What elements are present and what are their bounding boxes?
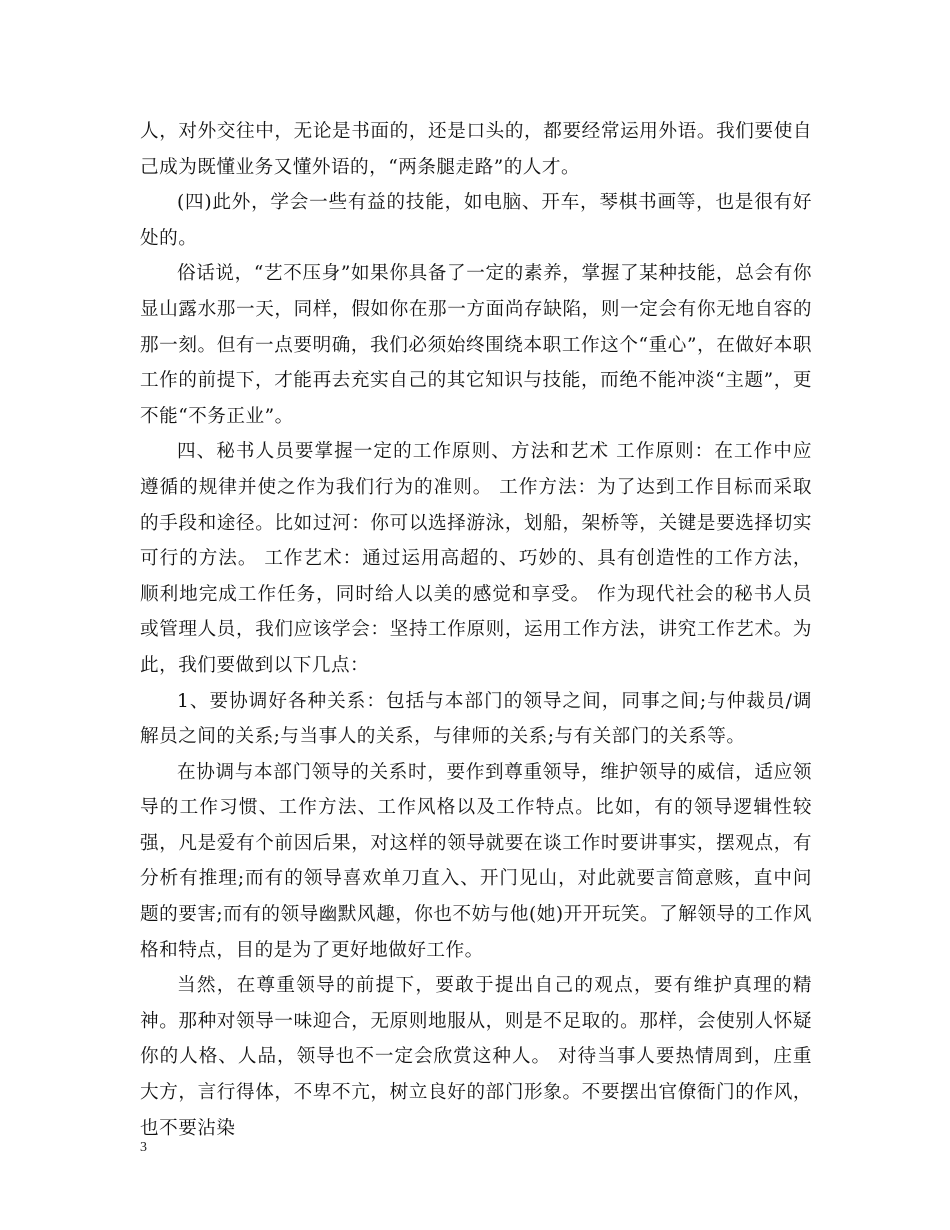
paragraph-leadership: 在协调与本部门领导的关系时，要作到尊重领导，维护领导的威信，适应领导的工作习惯、工作方法、工作风格以及工作特点。比如，有的领导逻辑性较强，凡是爱有个前因后果，对这样的领导就要在谈工作时要讲事实，摆观点，有分析有推理;而有的领导喜欢单刀直入、开门见山，对此就要言简意赅，直中问题的要害;而有的领导幽默风趣，你也不妨与他(她)开开玩笑。了解领导的工作风格和特点，目的是为了更好地做好工作。 xyxy=(140,761,812,961)
paragraph-skills: (四)此外，学会一些有益的技能，如电脑、开车，琴棋书画等，也是很有好处的。 xyxy=(140,192,812,249)
paragraph-proverb: 俗话说，“艺不压身”如果你具备了一定的素养，掌握了某种技能，总会有你显山露水那一天，同样，假如你在那一方面尚存缺陷，则一定会有你无地自容的那一刻。但有一点要明确，我们必须始终围绕本职工作这个“重心”，在做好本职工作的前提下，才能再去充实自己的其它知识与技能，而绝不能冲淡“主题”，更不能“不务正业”。 xyxy=(140,263,812,427)
paragraph-respect: 当然，在尊重领导的前提下，要敢于提出自己的观点，要有维护真理的精神。那种对领导一味迎合，无原则地服从，则是不足取的。那样，会使别人怀疑你的人格、人品，领导也不一定会欣赏这种人。 对待当事人要热情周到，庄重大方，言行得体，不卑不亢，树立良好的部门形象。不要摆出官僚衙门的作风，也不要沾染 xyxy=(140,975,812,1139)
body-text xyxy=(140,114,812,1146)
paragraph-section-four: 四、秘书人员要掌握一定的工作原则、方法和艺术 工作原则：在工作中应遵循的规律并使之作为我们行为的准则。 工作方法：为了达到工作目标而采取的手段和途径。比如过河：你可以选择游泳，划船，架桥等，关键是要选择切实 可行的方法。 工作艺术：通过运用高超的、巧妙的、具有创造性的工作方法，顺利地完成工作任务，同时给人以美的感觉和享受。 作为现代社会的秘书人员或管理人员，我们应该学会：坚持工作原则，运用工作方法，讲究工作艺术。为此，我们要做到以下几点： xyxy=(140,441,812,676)
page-number: 3 xyxy=(140,1140,147,1155)
paragraph-continuation: 人，对外交往中，无论是书面的，还是口头的，都要经常运用外语。我们要使自己成为既懂业务又懂外语的，“两条腿走路”的人才。 xyxy=(140,121,812,178)
paragraph-relations: 1、要协调好各种关系：包括与本部门的领导之间，同事之间;与仲裁员/调解员之间的关系;与当事人的关系，与律师的关系;与有关部门的关系等。 xyxy=(140,690,812,748)
